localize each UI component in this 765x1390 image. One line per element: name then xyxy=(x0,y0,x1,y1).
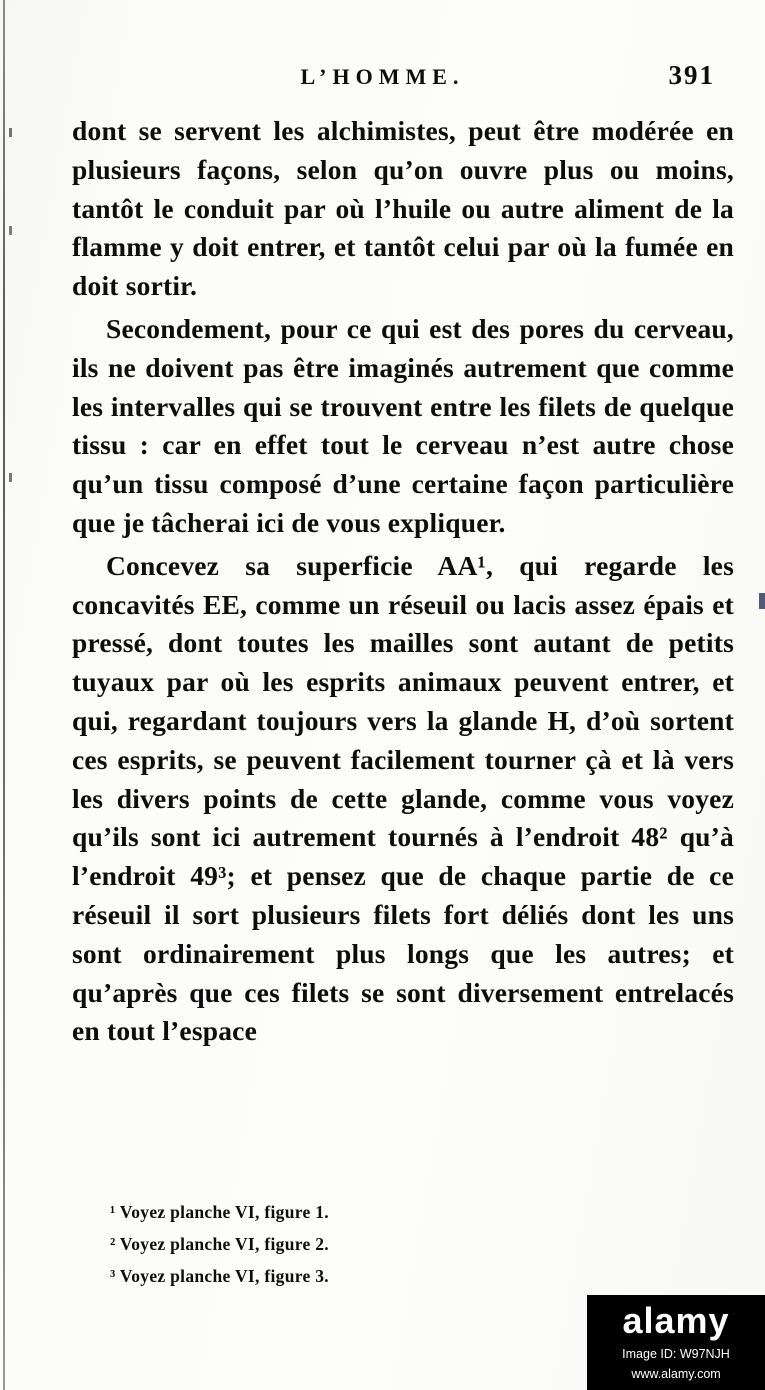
page-header xyxy=(0,60,765,100)
alamy-watermark xyxy=(587,1295,765,1390)
footnote-1: ¹ Voyez planche VI, figure 1. xyxy=(110,1202,329,1222)
page-number: 391 xyxy=(668,60,715,90)
footnotes-block xyxy=(110,1196,329,1292)
paragraph-continuation: dont se servent les alchimistes, peut être modérée en plusieurs façons, selon qu’on ouvre plus ou moins, tantôt le conduit par où l’huile ou autre aliment de la flamme y doit entrer, et tantôt celui par où la fumée en doit sortir. xyxy=(72,115,734,302)
watermark-image-id: Image ID: W97NJH xyxy=(622,1347,730,1362)
footnote-3: ³ Voyez planche VI, figure 3. xyxy=(110,1266,329,1286)
scan-right-edge-mark xyxy=(759,593,765,609)
scan-edge-ticks xyxy=(9,128,12,137)
page-body xyxy=(72,112,734,1055)
watermark-url: www.alamy.com xyxy=(631,1366,721,1381)
paragraph-concevez: Concevez sa superficie AA¹, qui regarde les concavités EE, comme un réseuil ou lacis assez épais et pressé, dont toutes les mailles sont autant de petits tuyaux par où les esprits animaux peuvent entrer, et qui, regardant toujours vers la glande H, d’où sortent ces esprits, se peuvent facilement tourner çà et là vers les divers points de cette glande, comme vous voyez qu’ils sont ici autrement tournés à l’endroit 48² qu’à l’endroit 49³; et pensez que de chaque partie de ce réseuil il sort plusieurs filets fort déliés dont les uns sont ordinairement plus longs que les autres; et qu’après que ces filets se sont diversement entrelacés en tout l’espace xyxy=(72,549,734,1047)
footnote-2: ² Voyez planche VI, figure 2. xyxy=(110,1234,329,1254)
paragraph-secondement: Secondement, pour ce qui est des pores du cerveau, ils ne doivent pas être imaginés autrement que comme les intervalles qui se trouvent entre les filets de quelque tissu : car en effet tout le cerveau n’est autre chose qu’un tissu composé d’une certaine façon particulière que je tâcherai ici de vous expliquer. xyxy=(72,312,734,538)
running-header-title: L’HOMME. xyxy=(300,64,465,89)
scan-edge-artifact xyxy=(3,0,5,1390)
alamy-logo: alamy xyxy=(622,1300,730,1342)
